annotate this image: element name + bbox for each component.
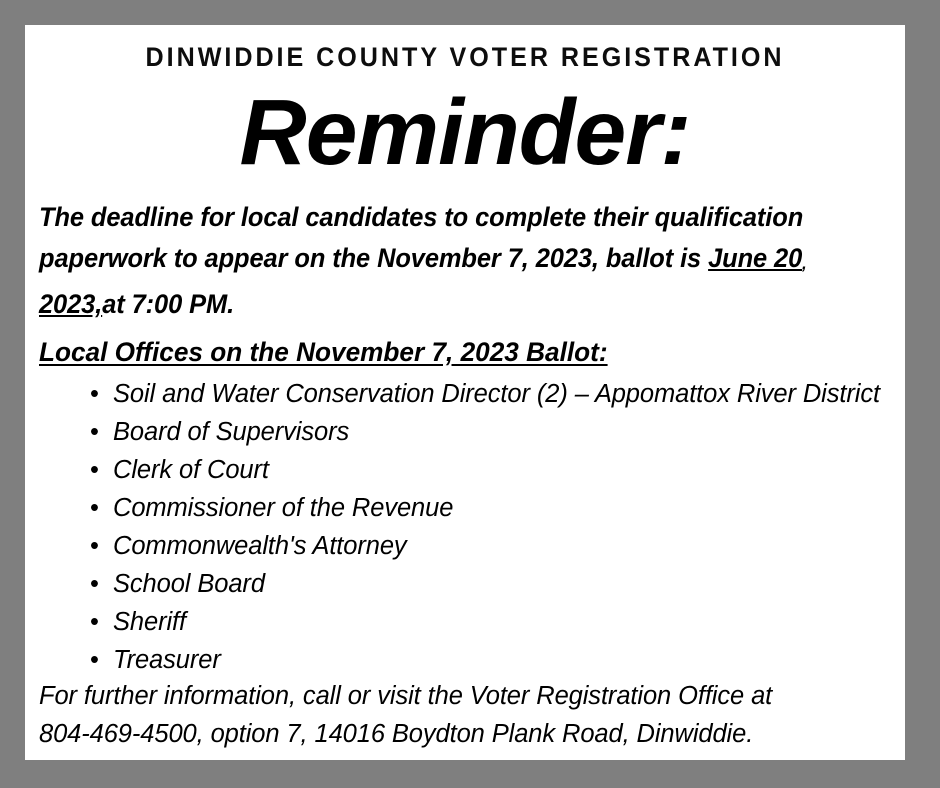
list-item bbox=[39, 527, 899, 565]
list-item-label: Clerk of Court bbox=[113, 456, 269, 484]
deadline-date-part1: June 20 bbox=[708, 243, 803, 273]
bullet-icon: • bbox=[90, 380, 99, 408]
list-item-label: Commissioner of the Revenue bbox=[113, 494, 454, 522]
list-item bbox=[39, 489, 899, 527]
offices-list bbox=[39, 375, 899, 679]
bullet-icon: • bbox=[90, 532, 99, 560]
list-item-label: Sheriff bbox=[113, 608, 186, 636]
list-item-label: School Board bbox=[113, 570, 265, 598]
bullet-icon: • bbox=[90, 418, 99, 446]
list-item-label: Soil and Water Conservation Director (2) – Appomattox River District bbox=[113, 380, 880, 408]
lead-paragraph-time: at 7:00 PM. bbox=[102, 289, 235, 319]
bullet-icon: • bbox=[90, 608, 99, 636]
lead-paragraph-text: The deadline for local candidates to complete their qualification paperwork to appear on the November 7, 2023, ballot is bbox=[39, 202, 804, 273]
bullet-icon: • bbox=[90, 494, 99, 522]
bullet-icon: • bbox=[90, 646, 99, 674]
bullet-icon: • bbox=[90, 570, 99, 598]
deadline-date-part2: 2023, bbox=[39, 289, 103, 319]
page-title: DINWIDDIE COUNTY VOTER REGISTRATION bbox=[145, 42, 785, 72]
list-item bbox=[39, 451, 899, 489]
bullet-icon: • bbox=[90, 456, 99, 484]
flyer-card bbox=[25, 25, 905, 760]
list-item bbox=[39, 375, 899, 413]
hero-heading: Reminder: bbox=[239, 80, 691, 184]
deadline-date-comma: , bbox=[802, 254, 807, 273]
list-item bbox=[39, 603, 899, 641]
list-item bbox=[39, 565, 899, 603]
list-item-label: Commonwealth's Attorney bbox=[113, 532, 407, 560]
footer-line-1: For further information, call or visit the Voter Registration Office at bbox=[39, 682, 773, 710]
list-item-label: Treasurer bbox=[113, 646, 221, 674]
footer-line-2: 804-469-4500, option 7, 14016 Boydton Plank Road, Dinwiddie. bbox=[39, 720, 754, 748]
list-item bbox=[39, 641, 899, 679]
lead-paragraph bbox=[39, 197, 860, 325]
offices-section-heading: Local Offices on the November 7, 2023 Ballot: bbox=[39, 337, 608, 367]
list-item-label: Board of Supervisors bbox=[113, 418, 350, 446]
footer-note bbox=[39, 677, 899, 753]
list-item bbox=[39, 413, 899, 451]
